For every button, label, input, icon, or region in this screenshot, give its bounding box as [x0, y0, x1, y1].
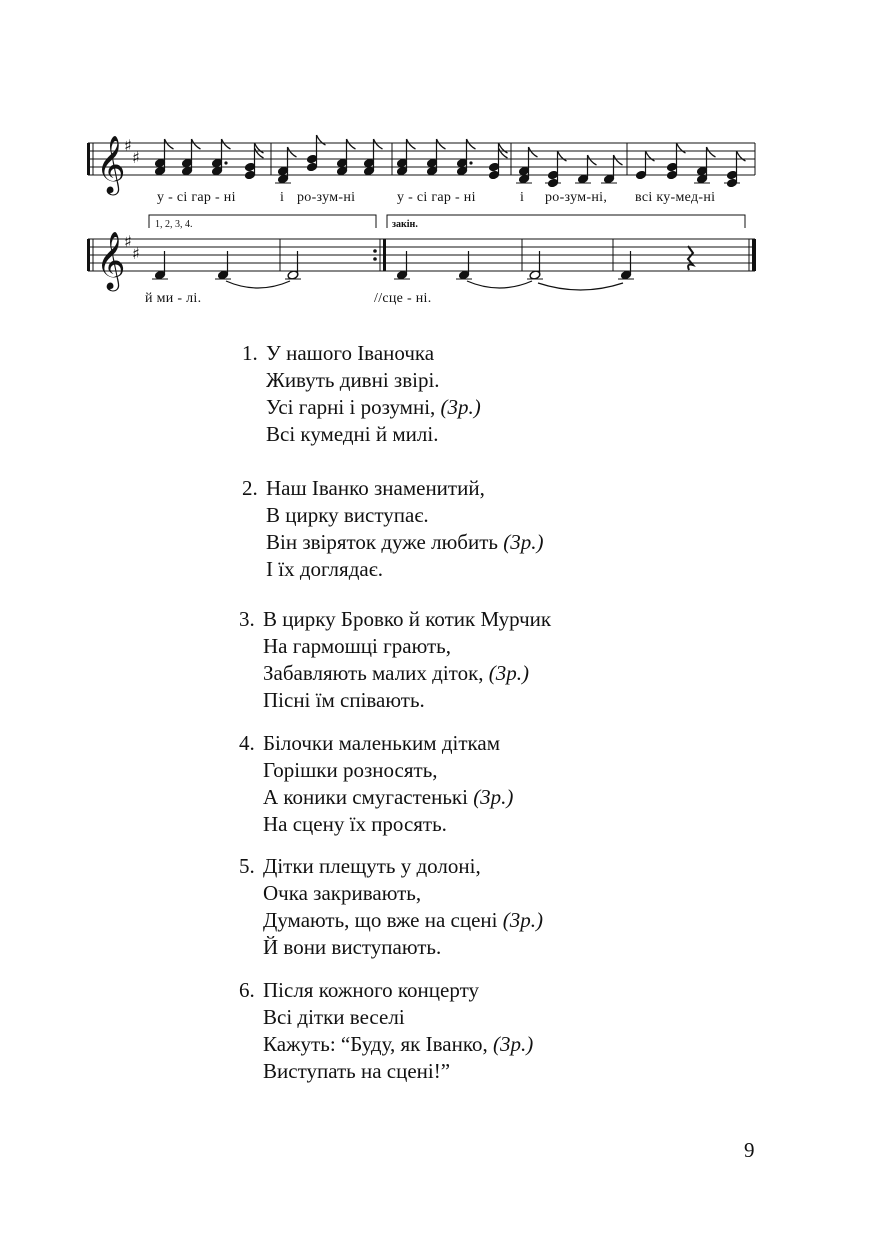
lyric-segment: і [520, 190, 525, 205]
note-flag [707, 147, 716, 157]
note-flag [529, 147, 538, 157]
stanza-line [242, 556, 543, 583]
note-flag [467, 139, 476, 149]
stanza-line-text: І їх доглядає. [266, 557, 383, 581]
stanza-line [239, 606, 551, 633]
note-flag [588, 155, 597, 165]
stanza-line [239, 687, 551, 714]
note-flag [407, 139, 416, 149]
stanza-line-text: В цирку Бровко й котик Мурчик [263, 607, 552, 631]
stanza-line [239, 633, 551, 660]
lyric-segment: у - сі гар - ні [397, 190, 476, 205]
stanza-line [239, 660, 551, 687]
lyric-segment: у - сі гар - ні [157, 190, 236, 205]
stanza-line [239, 1058, 533, 1085]
stanza-line [242, 340, 481, 367]
repeat-mark: (3р.) [502, 908, 543, 932]
stanza-1 [242, 340, 481, 448]
stanza-line [239, 977, 533, 1004]
repeat-mark: (3р.) [488, 661, 530, 685]
stanza-line [239, 907, 543, 934]
sharp-icon: ♯ [132, 148, 140, 167]
stanza-line-text: Очка закривають, [263, 881, 422, 905]
repeat-mark: (3р.) [503, 530, 544, 554]
opening-barline [87, 143, 90, 175]
sharp-icon: ♯ [132, 244, 140, 263]
stanza-line [239, 853, 543, 880]
staff-row-1 [87, 135, 755, 196]
stanza-line-text: Всі кумедні й милі. [266, 422, 439, 446]
note-flag [437, 139, 446, 149]
lyric-segment: //сце - ні. [374, 291, 432, 306]
stanza-line [242, 529, 543, 556]
stanza-3 [239, 606, 551, 714]
note-dot [224, 161, 227, 164]
volta-1-label: 1, 2, 3, 4. [155, 219, 193, 230]
stanza-line-text: Наш Іванко знаменитий, [266, 476, 485, 500]
stanza-4 [239, 730, 513, 838]
repeat-mark: (3р.) [440, 395, 481, 419]
tie [467, 281, 532, 288]
stanza-line [239, 730, 513, 757]
notes-row-2 [152, 246, 693, 290]
treble-clef-icon: 𝄞 [96, 135, 126, 193]
lyric-segment: ро-зум-ні, [545, 190, 608, 205]
stanza-line [239, 757, 513, 784]
stanza-line [239, 784, 513, 811]
stanza-number: 2. [242, 476, 258, 500]
sharp-icon: ♯ [124, 232, 132, 251]
note-flag [165, 139, 174, 149]
note-flag [347, 139, 356, 149]
tie [538, 283, 623, 290]
staff-row-2 [87, 231, 756, 292]
stanza-line-text: Живуть дивні звірі. [266, 368, 440, 392]
stanza-line [242, 475, 543, 502]
music-score [0, 0, 875, 320]
stanza-line-text: У нашого Іваночка [266, 341, 435, 365]
stanza-line-text: На гармошці грають, [263, 634, 451, 658]
repeat-mark: (3р.) [492, 1032, 534, 1056]
stanza-line-text: Дітки плещуть у долоні, [263, 854, 481, 878]
stanza-line-text: Після кожного концерту [263, 978, 479, 1002]
page-number: 9 [744, 1138, 755, 1162]
treble-clef-icon: 𝄞 [96, 231, 126, 289]
lyric-segment: і [280, 190, 285, 205]
stanza-line [242, 421, 481, 448]
stanza-line-text: Забавляють малих діток, [263, 661, 489, 685]
stanza-line-text: А коники смугастенькі [263, 785, 474, 809]
stanza-number: 3. [239, 607, 255, 631]
stanza-line [242, 367, 481, 394]
lyric-segment: всі ку-мед-ні [635, 190, 716, 205]
stanza-line-text: Він звіряток дуже любить [266, 530, 504, 554]
stanza-line [239, 1031, 533, 1058]
note-flag [374, 139, 383, 149]
stanza-line-text: Всі дітки веселі [263, 1005, 405, 1029]
stanza-line-text: Горішки розносять, [263, 758, 438, 782]
stanza-5 [239, 853, 543, 961]
stanza-line-text: Кажуть: “Буду, як Іванко, [263, 1032, 493, 1056]
volta-brackets [149, 215, 745, 228]
stanza-line [239, 880, 543, 907]
lyric-segment: ро-зум-ні [297, 190, 356, 205]
volta-2-label: закін. [392, 219, 418, 230]
note-flag [222, 139, 231, 149]
stanza-line-text: Усі гарні і розумні, [266, 395, 441, 419]
stanza-line-text: На сцену їх просять. [263, 812, 447, 836]
stanza-number: 5. [239, 854, 255, 878]
stanza-line-text: Думають, що вже на сцені [263, 908, 503, 932]
tie [226, 281, 290, 288]
stanza-line-text: В цирку виступає. [266, 503, 429, 527]
lyric-segment: й ми - лі. [145, 291, 202, 306]
note-flag [614, 155, 623, 165]
stanza-6 [239, 977, 533, 1085]
stanza-line [239, 1004, 533, 1031]
stanza-line-text: Й вони виступають. [263, 935, 442, 959]
note-dot [469, 161, 472, 164]
quarter-rest-icon [688, 246, 693, 270]
stanza-line [242, 502, 543, 529]
stanza-line-text: Пісні їм співають. [263, 688, 425, 712]
stanza-line [242, 394, 481, 421]
stanza-line [239, 811, 513, 838]
stanza-number: 1. [242, 341, 258, 365]
stanza-line-text: Білочки маленьким діткам [263, 731, 501, 755]
note-flag [192, 139, 201, 149]
stanza-line-text: Виступать на сцені!” [263, 1059, 451, 1083]
sharp-icon: ♯ [124, 136, 132, 155]
stanza-2 [242, 475, 543, 583]
repeat-mark: (3р.) [473, 785, 514, 809]
stanza-number: 4. [239, 731, 255, 755]
stanza-number: 6. [239, 978, 255, 1002]
stanza-line [239, 934, 543, 961]
note-flag [288, 147, 297, 157]
